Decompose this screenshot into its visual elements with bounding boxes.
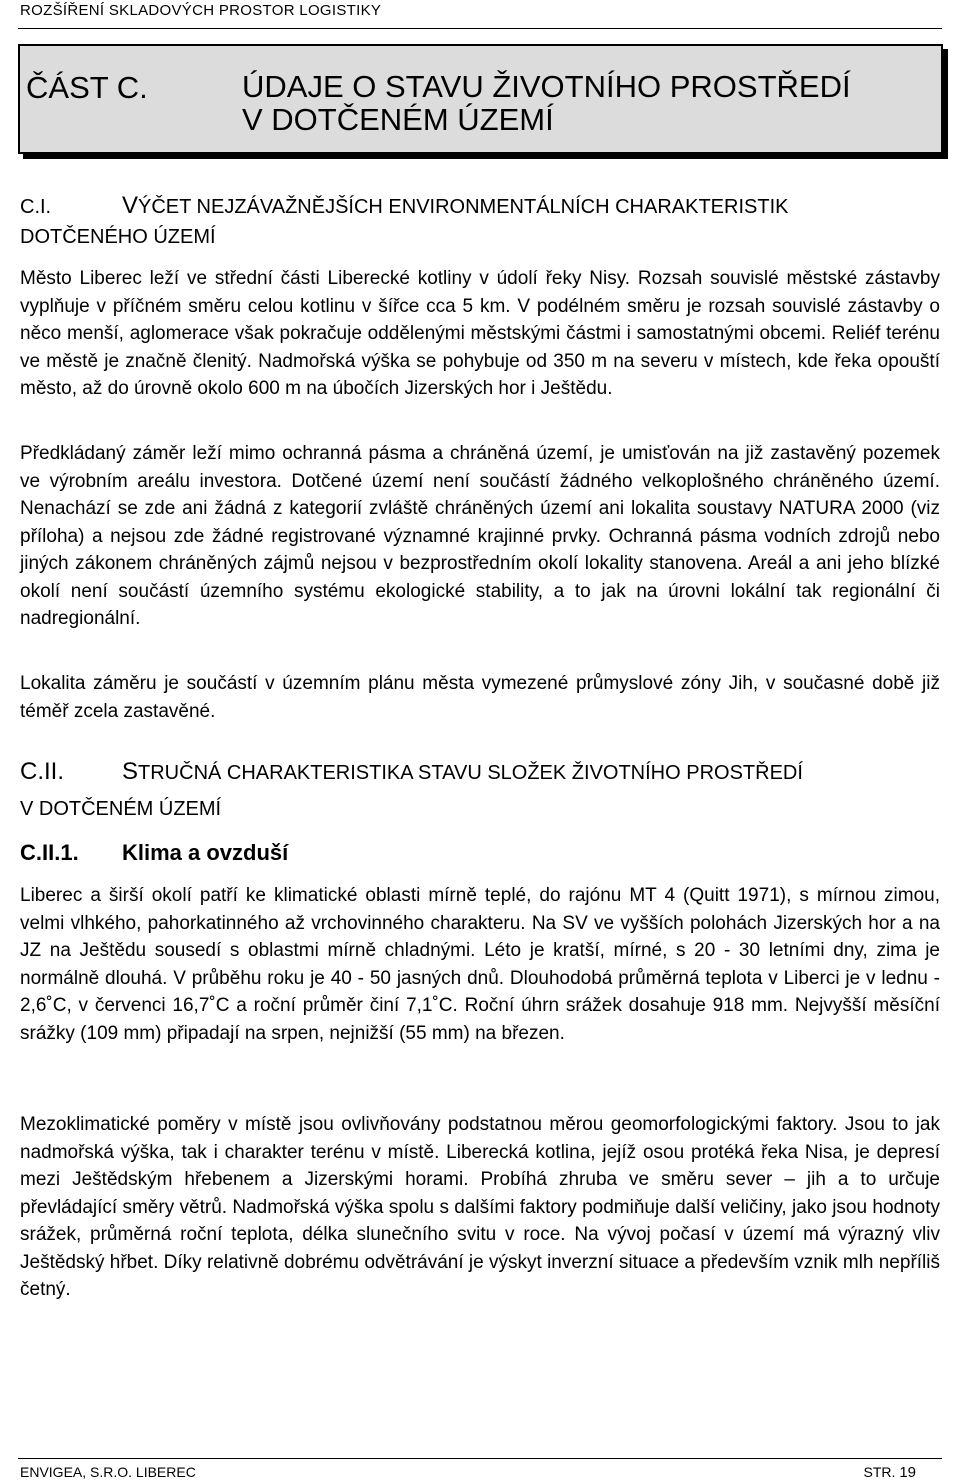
section-ci-number: C.I. xyxy=(20,196,52,218)
part-title-box xyxy=(18,44,943,154)
section-cii-heading xyxy=(20,757,940,824)
section-cii1-heading xyxy=(20,840,288,866)
footer-page-label: STR. xyxy=(863,1464,896,1480)
paragraph: Liberec a širší okolí patří ke klimatické oblasti mírně teplé, do rajónu MT 4 (Quitt 1971), s mírnou zimou, velmi vlhkého, pahorkatinného až vrchovinného charakteru. Na SV ve vyšších polohách Jizerských hor a na JZ na Ještědu sousedí s oblastmi mírně chladnými. Léto je kratší, mírné, s 20 - 30 letními dny, zima je normálně dlouhá. V průběhu roku je 40 - 50 jasných dnů. Dlouhodobá průměrná teplota v Liberci je v lednu - 2,6˚C, v červenci 16,7˚C a roční průměr činí 7,1˚C. Roční úhrn srážek dosahuje 918 mm. Nejvyšší měsíční srážky (109 mm) připadají na srpen, nejnižší (55 mm) na březen. xyxy=(20,885,940,1044)
footer-rule xyxy=(18,1458,942,1459)
section-cii-title-first: S xyxy=(122,758,139,785)
part-title xyxy=(242,70,932,136)
section-ci-heading xyxy=(20,191,940,252)
section-ci-title-line2: DOTČENÉHO ÚZEMÍ xyxy=(20,226,216,248)
footer-page-number: 19 xyxy=(899,1464,916,1481)
section-cii-number: C.II. xyxy=(20,758,65,785)
paragraph: Předkládaný záměr leží mimo ochranná pásma a chráněná území, je umisťován na již zastavěný pozemek ve výrobním areálu investora. Dotčené území není součástí žádného velkoplošného chráněného území. Nenachází se zde ani žádná z kategorií zvláště chráněných území ani lokalita soustavy NATURA 2000 (viz příloha) a nejsou zde žádné registrované významné krajinné prvky. Ochranná pásma vodních zdrojů nebo jiných zákonem chráněných zájmů nejsou v bezprostředním okolí lokality stanovena. Areál a ani jeho blízké okolí není součástí územního systému ekologické stability, a to jak na úrovni lokální tak regionální či nadregionální. xyxy=(20,443,940,629)
paragraph: Město Liberec leží ve střední části Liberecké kotliny v údolí řeky Nisy. Rozsah souvislé městské zástavby vyplňuje v příčném směru celou kotlinu v šířce cca 5 km. V podélném směru je rozsah souvislé zástavby o něco menší, aglomerace však pokračuje oddělenými městskými částmi i samostatnými obcemi. Reliéf terénu ve městě je značně členitý. Nadmořská výška se pohybuje od 350 m na severu v místech, kde řeka opouští město, až do úrovně okolo 600 m na úbočích Jizerských hor i Ještědu. xyxy=(20,268,940,399)
section-cii-title-line2: V DOTČENÉM ÚZEMÍ xyxy=(20,798,222,820)
section-cii-title-rest: TRUČNÁ CHARAKTERISTIKA STAVU SLOŽEK ŽIVOTNÍHO PROSTŘEDÍ xyxy=(138,762,803,784)
section-cii1-number: C.II.1. xyxy=(20,840,79,865)
part-title-line1: ÚDAJE O STAVU ŽIVOTNÍHO PROSTŘEDÍ xyxy=(242,69,851,104)
footer-company: ENVIGEA, S.R.O. LIBEREC xyxy=(20,1464,196,1480)
section-ci-title-rest: ÝČET NEJZÁVAŽNĚJŠÍCH ENVIRONMENTÁLNÍCH CHARAKTERISTIK xyxy=(138,196,789,218)
part-label: ČÁST C. xyxy=(26,70,148,105)
section-ci-title-first: V xyxy=(122,192,139,219)
header-rule xyxy=(18,28,942,29)
section-cii1-title: Klima a ovzduší xyxy=(122,840,289,865)
paragraph: Mezoklimatické poměry v místě jsou ovlivňovány podstatnou měrou geomorfologickými faktory. Jsou to jak nadmořská výška, tak i charakter terénu v místě. Liberecká kotlina, jejíž osou protéká řeka Nisa, je depresí mezi Ještědským hřebenem a Jizerskými horami. Probíhá zhruba ve směru sever – jih a to určuje převládající směry větrů. Nadmořská výška spolu s dalšími faktory podmiňuje další veličiny, jako jsou hodnoty srážek, průměrná roční teplota, délka slunečního svitu v roce. Na vývoj počasí v území má výrazný vliv Ještědský hřbet. Díky relativně dobrému odvětrávání je výskyt inverzní situace a především vznik mlh nepříliš četný. xyxy=(20,1114,940,1300)
footer-page xyxy=(864,1464,916,1481)
part-title-line2: V DOTČENÉM ÚZEMÍ xyxy=(242,102,554,137)
running-header: ROZŠÍŘENÍ SKLADOVÝCH PROSTOR LOGISTIKY xyxy=(20,2,382,19)
paragraph: Lokalita záměru je součástí v územním plánu města vymezené průmyslové zóny Jih, v současné době již téměř zcela zastavěné. xyxy=(20,673,940,722)
